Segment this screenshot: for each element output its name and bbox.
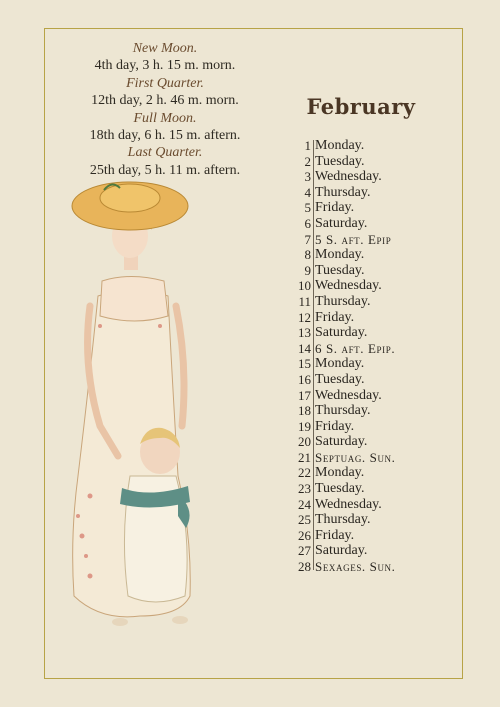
day-row (282, 247, 462, 263)
day-number: 1 (304, 138, 311, 153)
day-number: 7 (304, 231, 311, 247)
day-number: 18 (298, 403, 311, 419)
day-number: 16 (298, 371, 311, 387)
day-row (282, 450, 462, 466)
day-name: Tuesday. (315, 481, 365, 497)
day-row (282, 419, 462, 435)
day-name: Saturday. (315, 543, 368, 559)
day-name: 6 S. aft. Epip. (315, 340, 396, 356)
phase-label: First Quarter. (126, 75, 204, 91)
day-number: 26 (298, 527, 311, 543)
day-name: Thursday. (315, 184, 371, 200)
day-number: 4 (304, 184, 311, 200)
day-name: Sexages. Sun. (315, 559, 396, 575)
phase-label: Last Quarter. (127, 145, 203, 161)
day-name: Monday. (315, 138, 365, 153)
day-name: Friday. (315, 527, 355, 543)
day-row (282, 278, 462, 294)
day-name: Thursday. (315, 293, 371, 309)
day-row (282, 263, 462, 279)
day-name: Saturday. (315, 325, 368, 341)
day-number: 3 (304, 169, 311, 185)
day-row (282, 543, 462, 559)
day-number: 10 (298, 278, 311, 294)
day-number: 17 (298, 387, 311, 403)
moon-phase-last-quarter (60, 144, 270, 179)
day-number: 12 (298, 309, 311, 325)
phase-label: New Moon. (132, 41, 198, 56)
day-row (282, 310, 462, 326)
day-name: Tuesday. (315, 262, 365, 278)
day-number: 20 (298, 434, 311, 450)
moon-phase-first-quarter (60, 75, 270, 110)
day-row (282, 356, 462, 372)
day-row (282, 341, 462, 357)
day-name: Wednesday. (315, 169, 382, 185)
day-number: 19 (298, 418, 311, 434)
phase-time: 4th day, 3 h. 15 m. morn. (94, 58, 236, 74)
mother-and-child-illustration (60, 176, 220, 646)
moon-phases (60, 40, 270, 179)
moon-phase-full (60, 110, 270, 145)
day-name: Friday. (315, 418, 355, 434)
phase-label: Full Moon. (133, 110, 197, 126)
day-row (282, 200, 462, 216)
day-number: 25 (298, 512, 311, 528)
day-row (282, 185, 462, 201)
day-number: 27 (298, 543, 311, 559)
day-number: 22 (298, 465, 311, 481)
day-number: 6 (304, 215, 311, 231)
day-name: Friday. (315, 309, 355, 325)
day-name: Wednesday. (315, 278, 382, 294)
day-name: Tuesday. (315, 371, 365, 387)
day-number: 2 (304, 153, 311, 169)
day-row (282, 154, 462, 170)
phase-time: 12th day, 2 h. 46 m. morn. (91, 93, 239, 109)
day-row (282, 325, 462, 341)
day-number: 21 (298, 449, 311, 465)
day-number: 23 (298, 481, 311, 497)
day-row (282, 216, 462, 232)
day-number: 8 (304, 247, 311, 263)
day-number: 15 (298, 356, 311, 372)
day-row (282, 232, 462, 248)
day-number: 5 (304, 200, 311, 216)
day-row (282, 465, 462, 481)
day-name: Monday. (315, 465, 365, 481)
day-name: Septuag. Sun. (315, 449, 396, 465)
month-title: February (306, 94, 416, 119)
day-name: Wednesday. (315, 496, 382, 512)
day-number: 24 (298, 496, 311, 512)
phase-time: 25th day, 5 h. 11 m. aftern. (89, 162, 241, 178)
day-row (282, 528, 462, 544)
day-row (282, 138, 462, 154)
day-row (282, 434, 462, 450)
day-row (282, 512, 462, 528)
day-name: Monday. (315, 356, 365, 372)
day-name: Saturday. (315, 434, 368, 450)
day-row (282, 559, 462, 575)
day-name: Monday. (315, 247, 365, 263)
moon-phase-new (60, 40, 270, 75)
day-name: Friday. (315, 200, 355, 216)
day-name: Wednesday. (315, 387, 382, 403)
day-row (282, 294, 462, 310)
day-number: 28 (298, 559, 311, 575)
day-row (282, 372, 462, 388)
day-name: Tuesday. (315, 153, 365, 169)
day-name: Saturday. (315, 215, 368, 231)
day-name: Thursday. (315, 512, 371, 528)
day-row (282, 481, 462, 497)
day-number: 11 (298, 293, 311, 309)
day-row (282, 169, 462, 185)
phase-time: 18th day, 6 h. 15 m. aftern. (89, 128, 241, 144)
day-list (282, 138, 462, 575)
day-row (282, 497, 462, 513)
day-number: 14 (298, 340, 311, 356)
day-name: Thursday. (315, 403, 371, 419)
day-name: 5 S. aft. Epip (315, 231, 392, 247)
day-number: 9 (304, 262, 311, 278)
day-row (282, 388, 462, 404)
day-number: 13 (298, 325, 311, 341)
day-row (282, 403, 462, 419)
